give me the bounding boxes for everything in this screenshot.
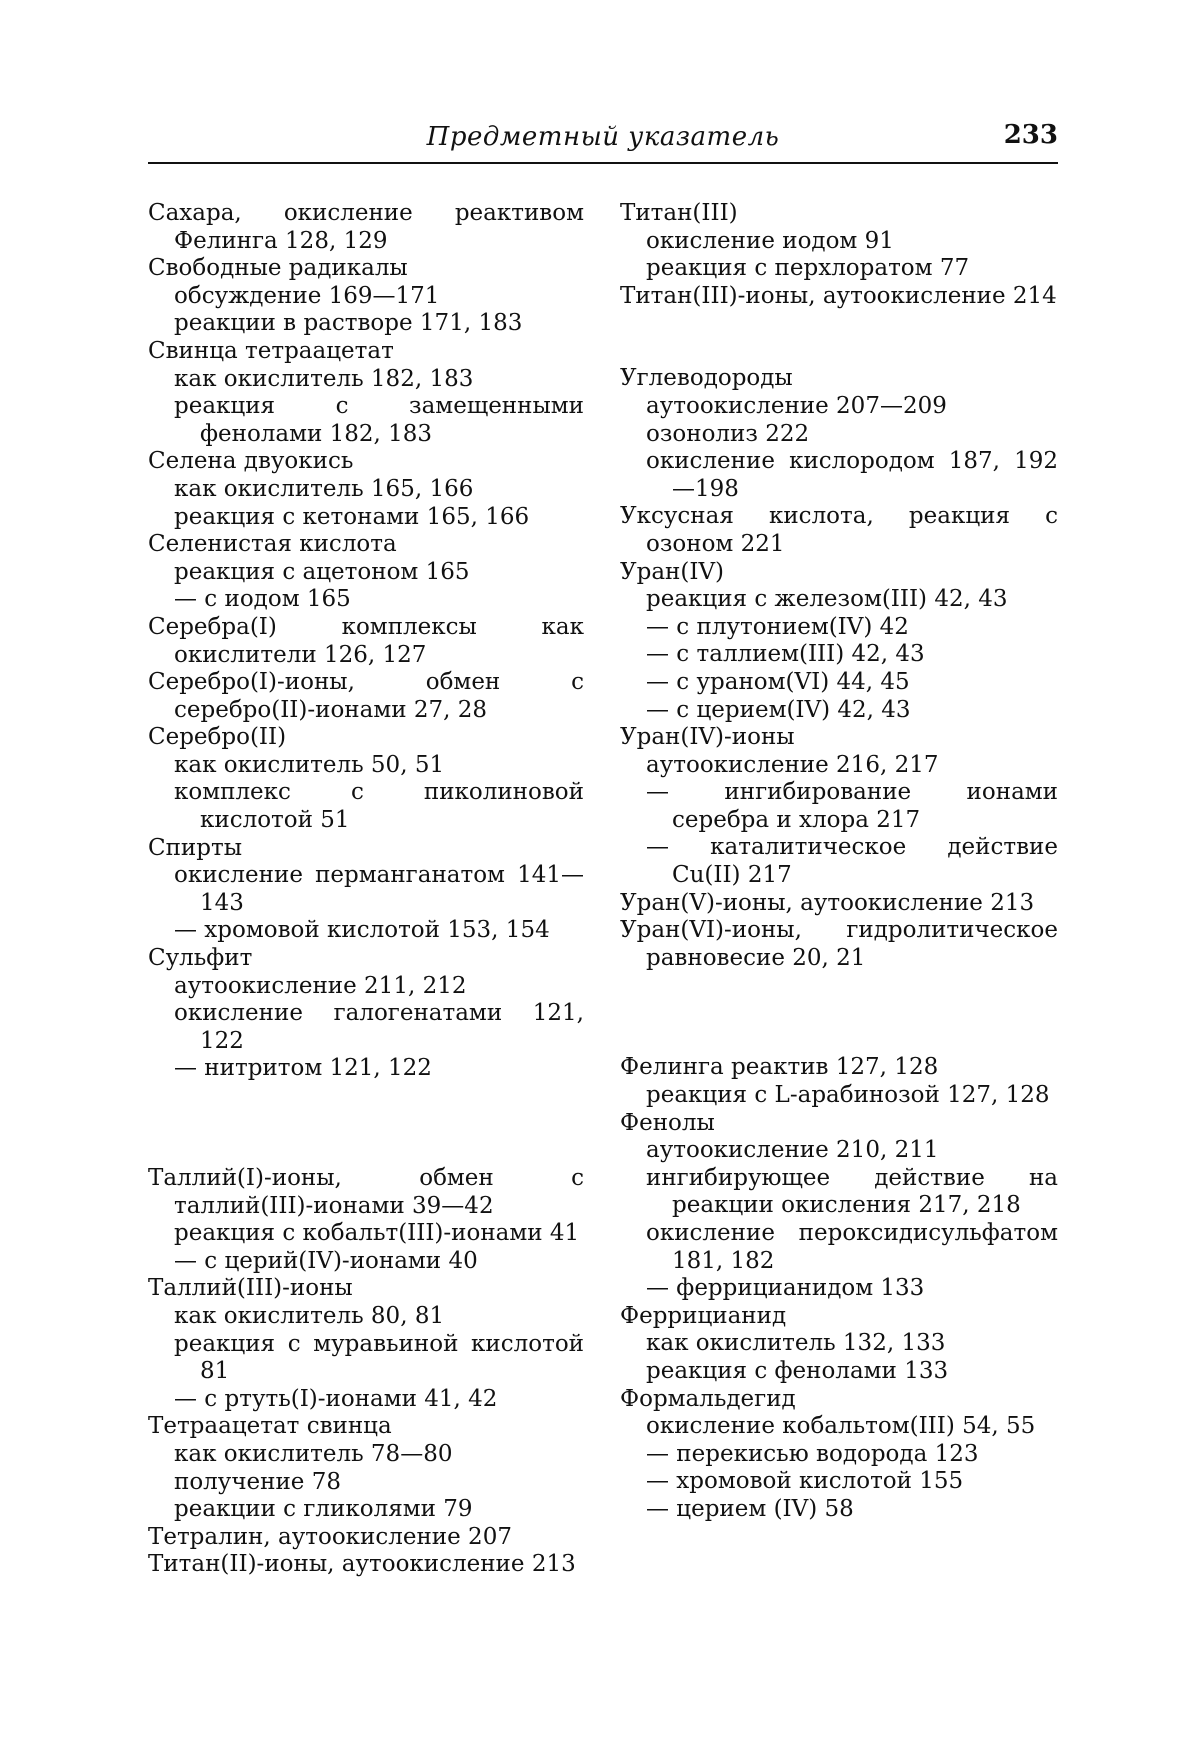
- index-subentry: реакция с ацетоном 165: [174, 558, 470, 585]
- index-subentry: получение 78: [174, 1468, 341, 1495]
- index-entry: Титан(III)-ионы, аутоокисление 214: [620, 282, 1057, 309]
- page-header: [148, 118, 1058, 156]
- index-subentry: реакция с L-арабинозой 127, 128: [646, 1082, 1050, 1109]
- index-subentry: — хромовой кислотой 155: [646, 1468, 964, 1495]
- page-number: 233: [1003, 120, 1058, 150]
- index-subentry: — с церий(IV)-ионами 40: [174, 1247, 478, 1274]
- index-entry: Селена двуокись: [148, 448, 354, 475]
- index-subentry: ингибирующее действие на реакции окисления 217, 218: [646, 1164, 1058, 1219]
- index-subentry: аутоокисление 210, 211: [646, 1137, 939, 1164]
- index-subentry: как окислитель 50, 51: [174, 751, 445, 778]
- index-subentry: — нитритом 121, 122: [174, 1055, 432, 1082]
- index-entry: Спирты: [148, 834, 243, 861]
- index-subentry: озонолиз 222: [646, 420, 810, 447]
- index-entry: Свободные радикалы: [148, 255, 408, 282]
- index-subentry: — хромовой кислотой 153, 154: [174, 917, 550, 944]
- index-subentry: реакция с кетонами 165, 166: [174, 503, 530, 530]
- index-subentry: — каталитическое действие Cu(II) 217: [646, 834, 1058, 889]
- index-subentry: реакция с муравьиной кислотой 81: [174, 1330, 584, 1385]
- letter-group-gap: [148, 1083, 584, 1165]
- index-subentry: окисление иодом 91: [646, 227, 894, 254]
- index-entry: Формальдегид: [620, 1385, 796, 1412]
- index-entry: Серебра(I) комплексы как окислители 126, 127: [148, 613, 584, 668]
- index-entry: Феррицианид: [620, 1302, 787, 1329]
- index-subentry: как окислитель 78—80: [174, 1440, 453, 1467]
- index-subentry: — с таллием(III) 42, 43: [646, 641, 925, 668]
- index-subentry: — церием (IV) 58: [646, 1495, 854, 1522]
- index-subentry: реакция с замещенными фенолами 182, 183: [174, 393, 584, 447]
- index-subentry: как окислитель 165, 166: [174, 475, 474, 502]
- index-subentry: реакции в растворе 171, 183: [174, 310, 523, 337]
- index-entry: Титан(III): [620, 200, 738, 226]
- index-entry: Уран(IV): [620, 558, 725, 585]
- index-subentry: — с ураном(VI) 44, 45: [646, 668, 910, 695]
- index-column-left: [148, 200, 584, 1579]
- index-entry: Тетраацетат свинца: [148, 1413, 392, 1440]
- index-entry: Таллий(III)-ионы: [148, 1275, 353, 1302]
- index-entry: Углеводороды: [620, 365, 793, 392]
- index-subentry: окисление перманганатом 141—143: [174, 862, 584, 916]
- index-entry: Таллий(I)-ионы, обмен с таллий(III)-ионами 39—42: [148, 1165, 584, 1219]
- index-entry: Сульфит: [148, 945, 253, 972]
- header-rule: [148, 162, 1058, 164]
- index-subentry: аутоокисление 216, 217: [646, 751, 939, 778]
- index-subentry: окисление пероксидисульфатом 181, 182: [646, 1220, 1058, 1274]
- index-subentry: реакция с фенолами 133: [646, 1357, 949, 1384]
- index-subentry: аутоокисление 211, 212: [174, 972, 467, 999]
- index-subentry: — ингибирование ионами серебра и хлора 217: [646, 779, 1058, 833]
- index-subentry: — с ртуть(I)-ионами 41, 42: [174, 1385, 498, 1412]
- index-entry: Уран(V)-ионы, аутоокисление 213: [620, 889, 1035, 916]
- index-subentry: окисление галогенатами 121, 122: [174, 1000, 584, 1054]
- index-subentry: — с церием(IV) 42, 43: [646, 696, 911, 723]
- index-subentry: реакция с перхлоратом 77: [646, 255, 970, 282]
- index-subentry: реакция с железом(III) 42, 43: [646, 586, 1008, 613]
- index-entry: Уран(VI)-ионы, гидролитическое равновесие 20, 21: [620, 917, 1058, 971]
- index-subentry: как окислитель 80, 81: [174, 1302, 445, 1329]
- letter-group-gap: [620, 310, 1058, 365]
- index-entry: Селенистая кислота: [148, 531, 397, 558]
- index-entry: Свинца тетраацетат: [148, 337, 394, 364]
- index-entry: Фенолы: [620, 1109, 715, 1136]
- index-subentry: окисление кобальтом(III) 54, 55: [646, 1413, 1036, 1440]
- index-subentry: — перекисью водорода 123: [646, 1440, 979, 1467]
- index-entry: Тетралин, аутоокисление 207: [148, 1523, 512, 1550]
- running-title: Предметный указатель: [426, 122, 780, 152]
- index-subentry: обсуждение 169—171: [174, 282, 440, 309]
- index-subentry: — с плутонием(IV) 42: [646, 613, 909, 640]
- index-subentry: реакции с гликолями 79: [174, 1496, 473, 1523]
- letter-group-gap: [620, 972, 1058, 1054]
- index-subentry: аутоокисление 207—209: [646, 392, 947, 419]
- index-entry: Фелинга реактив 127, 128: [620, 1054, 939, 1081]
- index-entry: Уксусная кислота, реакция с озоном 221: [620, 503, 1058, 557]
- index-subentry: — феррицианидом 133: [646, 1275, 925, 1302]
- index-subentry: комплекс с пиколиновой кислотой 51: [174, 779, 584, 834]
- index-subentry: как окислитель 132, 133: [646, 1330, 946, 1357]
- index-entry: Титан(II)-ионы, аутоокисление 213: [148, 1551, 576, 1578]
- index-subentry: как окислитель 182, 183: [174, 365, 474, 392]
- index-subentry: реакция с кобальт(III)-ионами 41: [174, 1220, 580, 1247]
- index-entry: Сахара, окисление реактивом Фелинга 128, 129: [148, 200, 584, 254]
- index-entry: Серебро(II): [148, 724, 287, 751]
- index-entry: Серебро(I)-ионы, обмен с серебро(II)-ионами 27, 28: [148, 669, 584, 723]
- index-entry: Уран(IV)-ионы: [620, 724, 795, 751]
- index-subentry: — с иодом 165: [174, 586, 351, 613]
- index-subentry: окисление кислородом 187, 192—198: [646, 448, 1058, 502]
- index-column-right: [620, 200, 1058, 1524]
